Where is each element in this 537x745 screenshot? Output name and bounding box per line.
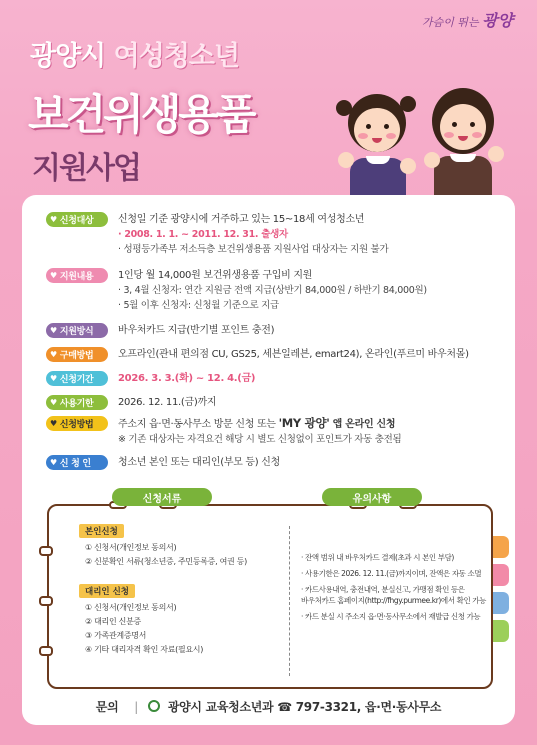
heart-icon: ♥ xyxy=(50,326,57,335)
ring xyxy=(39,546,53,556)
note-item: · 잔액 범위 내 바우처카드 결제(초과 시 본인 부담) xyxy=(301,553,454,562)
heart-icon: ♥ xyxy=(50,419,57,428)
row-applicant xyxy=(46,212,388,257)
side-tab xyxy=(493,620,509,642)
title-target: 여성청소년 xyxy=(113,41,240,72)
section-self: 본인신청 xyxy=(79,524,124,538)
heart-icon: ♥ xyxy=(50,350,57,359)
divider xyxy=(289,526,290,676)
heart-icon: ♥ xyxy=(50,215,57,224)
info-card xyxy=(22,195,515,725)
ring xyxy=(39,596,53,606)
side-tab xyxy=(493,536,509,558)
row-who xyxy=(46,455,280,470)
logo-slogan: 가슴이 뛰는 xyxy=(421,16,479,29)
note-item: 바우처카드 홈페이지(http://fhgy.purmee.kr)에서 확인 가능 xyxy=(301,596,486,605)
note-item: · 사용기한은 2026. 12. 11.(금)까지이며, 잔액은 자동 소멸 xyxy=(301,569,482,578)
side-tab xyxy=(493,564,509,586)
tag-who: ♥ 신 청 인 xyxy=(46,455,108,470)
apply-method-value: 주소지 읍·면·동사무소 방문 신청 또는 'MY 광양' 앱 온라인 신청 xyxy=(118,416,396,430)
list-item: ② 대리인 신분증 xyxy=(85,617,141,626)
contact-line: 문의 | 광양시 교육청소년과 ☎ 797-3321, 읍·면·동사무소 xyxy=(95,700,442,714)
title-line1 xyxy=(30,34,239,73)
heart-icon: ♥ xyxy=(50,398,57,407)
heart-icon: ♥ xyxy=(50,374,57,383)
gwangyang-logo-icon xyxy=(148,700,160,712)
ring xyxy=(39,646,53,656)
list-item: ① 신청서(개인정보 동의서) xyxy=(85,543,177,552)
contact-label: 문의 xyxy=(95,700,119,714)
who-value: 청소년 본인 또는 대리인(부모 등) 신청 xyxy=(118,457,280,468)
support-detail-1: · 3, 4월 신청자: 연간 지원금 전액 지급(상반기 84,000원 / 하반기 84,000원) xyxy=(118,285,427,296)
note-item: · 카드 분실 시 주소지 읍·면·동사무소에서 재발급 신청 가능 xyxy=(301,612,481,621)
tab-notes: 유의사항 xyxy=(322,488,422,506)
title-main: 보건위생용품 xyxy=(28,90,254,139)
method-value: 바우처카드 지급(반기별 포인트 충전) xyxy=(118,325,275,336)
logo-city: 광양 xyxy=(482,11,513,30)
support-detail-2: · 5월 이후 신청자: 신청월 기준으로 지급 xyxy=(118,300,279,311)
row-expiry xyxy=(46,395,216,410)
contact-phone: ☎ 797-3321, 읍·면·동사무소 xyxy=(277,700,442,714)
applicant-value: 신청일 기준 광양시에 거주하고 있는 15~18세 여성청소년 xyxy=(118,214,365,225)
row-period xyxy=(46,371,255,386)
list-item: ③ 가족관계증명서 xyxy=(85,631,147,640)
tag-expiry: ♥ 사용기한 xyxy=(46,395,108,410)
tag-support: ♥ 지원내용 xyxy=(46,268,108,283)
list-item: ② 신분확인 서류(청소년증, 주민등록증, 여권 등) xyxy=(85,557,247,566)
period-value: 2026. 3. 3.(화) ~ 12. 4.(금) xyxy=(118,373,256,384)
heart-icon: ♥ xyxy=(50,271,57,280)
side-tab xyxy=(493,592,509,614)
note-item: · 카드사용내역, 충전내역, 분실신고, 가맹점 확인 등은 xyxy=(301,585,465,594)
section-proxy: 대리인 신청 xyxy=(79,584,135,598)
logo xyxy=(422,8,513,31)
expiry-value: 2026. 12. 11.(금)까지 xyxy=(118,397,217,408)
support-value: 1인당 월 14,000원 보건위생용품 구입비 지원 xyxy=(118,270,313,281)
tab-documents: 신청서류 xyxy=(112,488,212,506)
tag-purchase: ♥ 구매방법 xyxy=(46,347,108,362)
purchase-value: 오프라인(관내 편의점 CU, GS25, 세븐일레븐, emart24), 온라인(푸르미 바우처몰) xyxy=(118,349,469,360)
title-sub: 지원사업 xyxy=(32,151,140,186)
applicant-exclusion: · 성평등가족부 저소득층 보건위생용품 지원사업 대상자는 지원 불가 xyxy=(118,244,389,255)
heart-icon: ♥ xyxy=(50,458,57,467)
apply-method-note: ※ 기존 대상자는 자격요건 해당 시 별도 신청없이 포인트가 자동 충전됨 xyxy=(118,434,402,445)
tag-period: ♥ 신청기간 xyxy=(46,371,108,386)
row-method xyxy=(46,323,274,338)
title-city: 광양시 xyxy=(30,41,106,72)
row-support xyxy=(46,268,427,313)
tag-apply-method: ♥ 신청방법 xyxy=(46,416,108,431)
girls-illustration xyxy=(330,80,520,195)
notebook-panel xyxy=(47,504,493,689)
tag-applicant: ♥ 신청대상 xyxy=(46,212,108,227)
list-item: ④ 기타 대리자격 확인 자료(필요시) xyxy=(85,645,204,654)
row-purchase xyxy=(46,347,469,362)
applicant-birth: · 2008. 1. 1. ~ 2011. 12. 31. 출생자 xyxy=(118,229,288,240)
contact-org: 광양시 교육청소년과 xyxy=(167,700,274,714)
row-apply-method xyxy=(46,416,401,447)
tag-method: ♥ 지원방식 xyxy=(46,323,108,338)
list-item: ① 신청서(개인정보 동의서) xyxy=(85,603,177,612)
